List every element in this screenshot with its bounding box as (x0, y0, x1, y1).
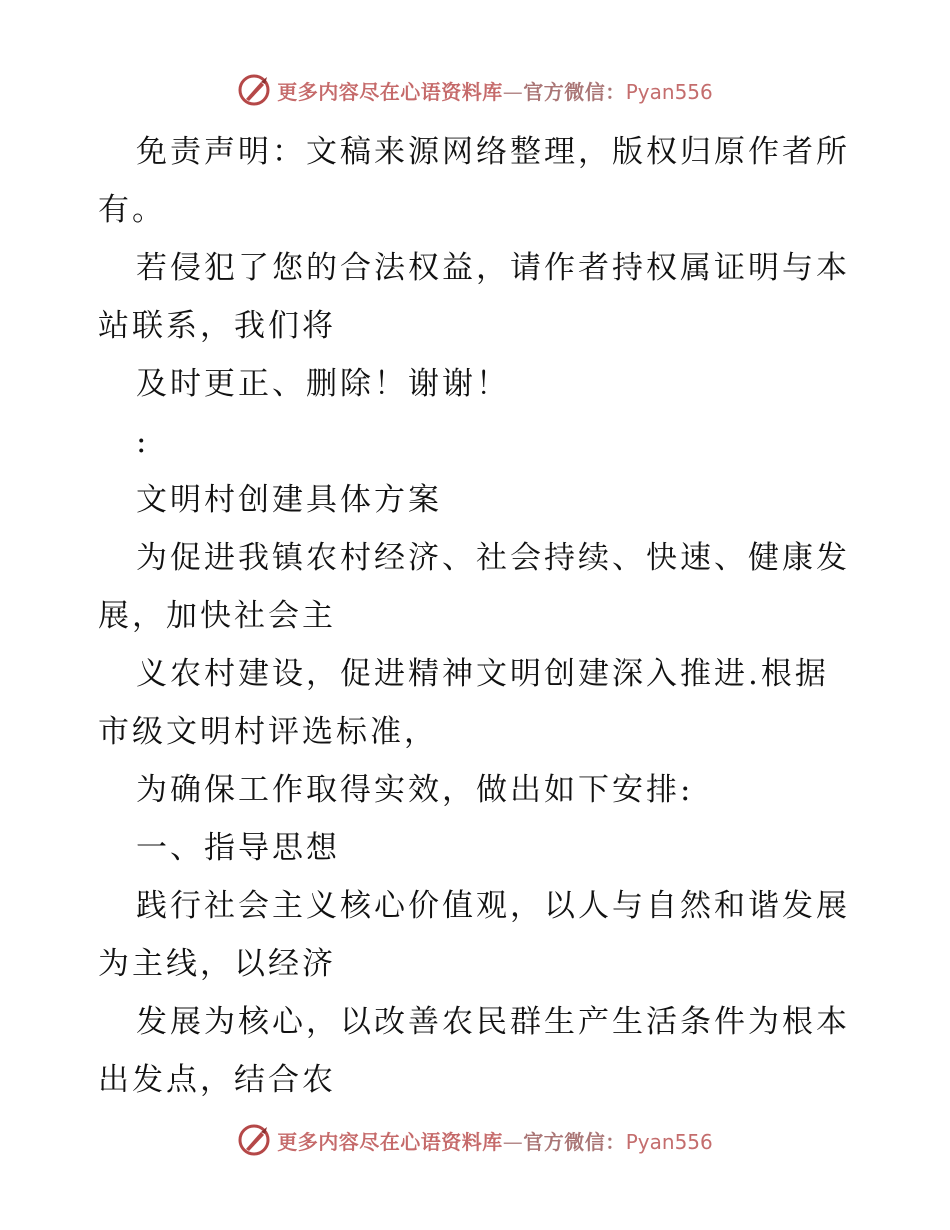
quill-pen-icon (237, 73, 271, 107)
paragraph-line: 展，加快社会主 (98, 598, 336, 634)
banner-subtitle: 官方微信： (523, 79, 626, 104)
paragraph-line: 文明村创建具体方案 (136, 482, 442, 518)
banner-subtitle: 官方微信： (523, 1129, 626, 1154)
banner-dash: — (502, 1129, 524, 1154)
paragraph-line: 免责声明：文稿来源网络整理，版权归原作者所 (136, 134, 850, 170)
header-banner (0, 70, 950, 110)
paragraph-line: 为促进我镇农村经济、社会持续、快速、健康发 (136, 540, 850, 576)
banner-text (277, 76, 713, 105)
paragraph-line: 义农村建设，促进精神文明创建深入推进.根据 (136, 656, 829, 692)
banner-title: 更多内容尽在心语资料库 (277, 79, 503, 104)
document-body (98, 123, 858, 1109)
paragraph-line: 一、指导思想 (136, 830, 340, 866)
banner-dash: — (502, 79, 524, 104)
paragraph-line: 若侵犯了您的合法权益，请作者持权属证明与本 (136, 250, 850, 286)
banner-title: 更多内容尽在心语资料库 (277, 1129, 503, 1154)
paragraph-line: 有。 (98, 192, 166, 228)
paragraph-line: 出发点，结合农 (98, 1062, 336, 1098)
paragraph-line: 践行社会主义核心价值观，以人与自然和谐发展 (136, 888, 850, 924)
footer-banner (0, 1120, 950, 1160)
paragraph-line: 站联系，我们将 (98, 308, 336, 344)
paragraph-line: 发展为核心，以改善农民群生产生活条件为根本 (136, 1004, 850, 1040)
banner-wechat-id: Pyan556 (625, 1129, 713, 1154)
banner-text (277, 1126, 713, 1155)
paragraph-line: 市级文明村评选标准， (98, 714, 438, 750)
paragraph-line: 为主线，以经济 (98, 946, 336, 982)
quill-pen-icon (237, 1123, 271, 1157)
paragraph-line: 及时更正、删除！谢谢！ (136, 366, 510, 402)
paragraph-line: 为确保工作取得实效，做出如下安排: (136, 772, 694, 808)
banner-wechat-id: Pyan556 (625, 79, 713, 104)
paragraph-line: : (136, 424, 150, 460)
